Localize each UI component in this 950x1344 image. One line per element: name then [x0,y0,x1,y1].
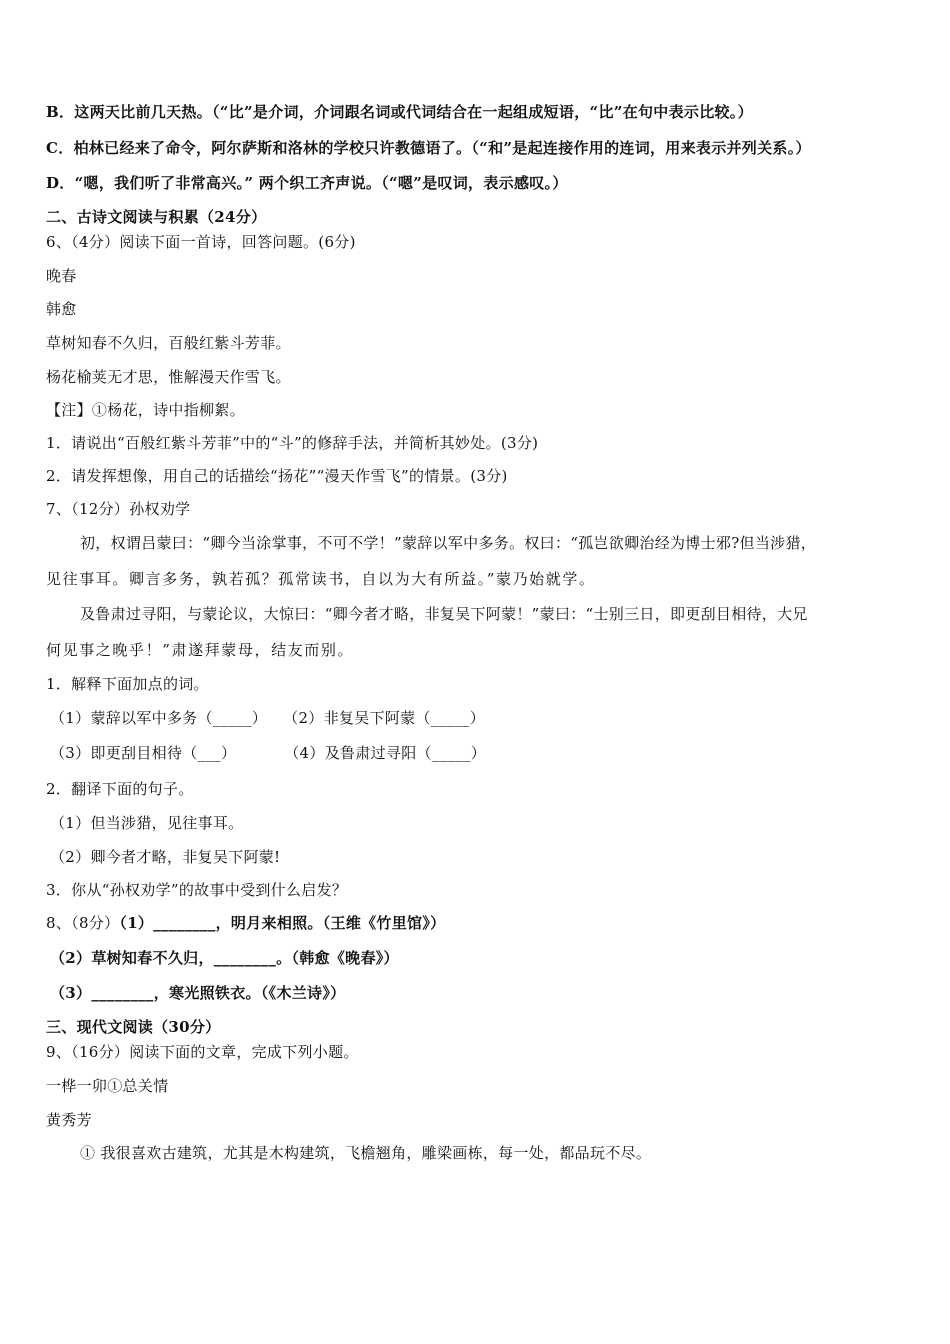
question-7-sub-1: 1．解释下面加点的词。 [46,675,209,693]
word-blank-4: （4）及鲁肃过寻阳（_____） [284,744,487,762]
passage-paragraph-2-line-1: 及鲁肃过寻阳，与蒙论议，大惊曰：“卿今者才略，非复吴下阿蒙！”蒙曰：“士别三日，即更刮目相待，大兄 [80,605,808,623]
translate-sentence-1: （1）但当涉猎，见往事耳。 [50,814,244,832]
word-blank-2: （2）非复吴下阿蒙（_____） [283,709,486,727]
question-6-sub-2: 2．请发挥想像，用自己的话描绘“扬花”“漫天作雪飞”的情景。(3分) [46,467,508,485]
poem-author: 韩愈 [46,300,77,318]
question-7-intro: 7、（12分）孙权劝学 [46,500,191,518]
option-d: D．“嗯，我们听了非常高兴。” 两个织工齐声说。（“嗯”是叹词，表示感叹。） [46,174,568,192]
word-blanks-row-1 [50,708,485,728]
article-title: 一桦一卯①总关情 [46,1077,169,1095]
question-6-intro: 6、（4分）阅读下面一首诗，回答问题。(6分) [46,233,356,251]
word-blank-3: （3）即更刮目相待（___） [50,744,237,762]
question-7-sub-2: 2．翻译下面的句子。 [46,780,194,798]
word-blanks-row-2 [50,743,486,763]
recitation-blank-3: （3）________，寒光照铁衣。（《木兰诗》） [50,984,346,1002]
question-6-sub-1: 1．请说出“百般红紫斗芳菲”中的“斗”的修辞手法，并简析其妙处。(3分) [46,434,539,452]
word-blank-1: （1）蒙辞以军中多务（_____） [50,709,268,727]
question-8-prefix: 8、（8分） [46,914,120,932]
option-b: B．这两天比前几天热。（“比”是介词，介词跟名词或代词结合在一起组成短语，“比”在句中表示比较。） [46,103,753,121]
poem-line-2: 杨花榆荚无才思，惟解漫天作雪飞。 [46,368,291,386]
passage-paragraph-1-line-1: 初，权谓吕蒙曰：“卿今当涂掌事，不可不学！”蒙辞以军中多务。权曰：“孤岂欲卿治经为博士邪?但当涉猎， [80,534,817,552]
poem-note: 【注】①杨花，诗中指柳絮。 [46,401,245,419]
question-7-sub-3: 3．你从“孙权劝学”的故事中受到什么启发？ [46,881,348,899]
question-9-intro: 9、（16分）阅读下面的文章，完成下列小题。 [46,1043,359,1061]
article-paragraph-1: ① 我很喜欢古建筑，尤其是木构建筑，飞檐翘角，雕梁画栋，每一处，都品玩不尽。 [80,1144,652,1162]
poem-title: 晚春 [46,267,77,285]
question-8-line-1 [46,913,445,933]
option-c: C．柏林已经来了命令，阿尔萨斯和洛林的学校只许教德语了。（“和”是起连接作用的连词，用来表示并列关系。） [46,139,811,157]
passage-paragraph-2-line-2: 何见事之晚乎！”肃遂拜蒙母，结友而别。 [46,641,355,659]
recitation-blank-2: （2）草树知春不久归，________。（韩愈《晚春》） [50,949,399,967]
passage-paragraph-1-line-2: 见往事耳。卿言多务，孰若孤？孤常读书，自以为大有所益。”蒙乃始就学。 [46,570,596,588]
poem-line-1: 草树知春不久归，百般红紫斗芳菲。 [46,334,291,352]
section-heading-modern: 三、现代文阅读（30分） [46,1018,221,1036]
article-author: 黄秀芳 [46,1111,92,1129]
translate-sentence-2: （2）卿今者才略，非复吴下阿蒙! [50,848,281,866]
recitation-blank-1: （1）________，明月来相照。（王维《竹里馆》） [119,914,446,932]
section-heading-poetry: 二、古诗文阅读与积累（24分） [46,208,267,226]
